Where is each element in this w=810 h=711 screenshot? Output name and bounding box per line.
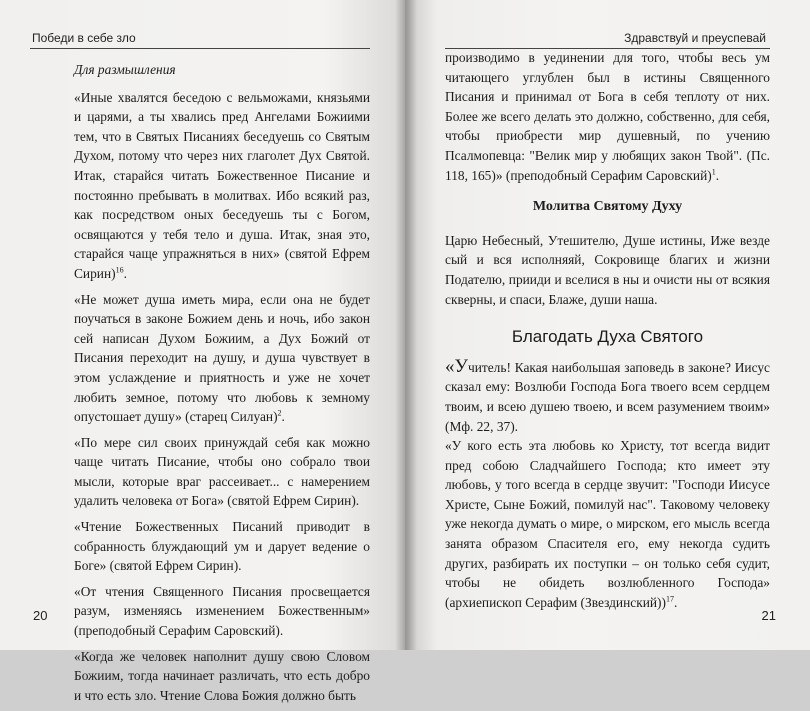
paragraph bbox=[74, 647, 370, 706]
paragraph bbox=[74, 517, 370, 576]
prayer-text: Царю Небесный, Утешителю, Душе истины, Иже везде сый и вся исполняяй, Сокровище благих и жизни Подателю, прииди и вселися в ны и очисти ны от всякия скверны, и спаси, Блаже, души наша. bbox=[445, 232, 770, 307]
footnote-ref: 16 bbox=[115, 265, 124, 275]
running-head-right: Здравствуй и преуспевай bbox=[624, 31, 766, 45]
section-title: Благодать Духа Святого bbox=[511, 327, 704, 347]
prayer-title: Молитва Святому Духу bbox=[532, 199, 683, 215]
paragraph-text: «От чтения Священного Писания просвещается разум, изменяясь изменением Божественным» (преподобный Серафим Саровский). bbox=[74, 583, 370, 639]
paragraph: «У кого есть эта любовь ко Христу, тот всегда видит пред собою Сладчайшего Господа; кто имеет эту любовь, у того всегда в сердце звучит: "Господи Иисусе Христе, Сыне Божий, помилуй нас". Таковому человеку уже некогда думать о мире, о мирском, его мысль всегда занята образом Спасителя его, ему некогда судить других, разбирать их поступки – он только себя судит, чтобы не обидеть возлюбленного Господа» (архиепископ Серафим (Звездинский))$^{17}$. bbox=[445, 438, 770, 610]
right-text-column bbox=[445, 48, 770, 618]
paragraph: «Не может душа иметь мира, если она не будет поучаться в законе Божием день и ночь, ибо закон сей написан Духом Божиим, а Дух Божий от Писания переходит на душу, и душа чувствует в этом услаждение и приятность и уже не хочет любить земное, потому что любовь к земному опустошает душу» (старец Силуан)$^2$. bbox=[74, 291, 370, 425]
continuation-paragraph: производимо в уединении для того, чтобы весь ум читающего углублен был в истины Священного Писания и принимал от Бога в себя теплоту от них. Более же всего делать это должно, собственно, для себя, чтобы приобрести мир душевный, по учению Псалмопевца: "Велик мир у любящих закон Твой". (Пс. 118, 165)» (преподобный Серафим Саровский)$^1$. bbox=[445, 50, 770, 183]
paragraph-text: «У кого есть эта любовь ко Христу, тот всегда видит пред собою Сладчайшего Господа; кто имеет эту любовь, у того всегда в сердце звучит: "Господи Иисусе Христе, Сыне Божий, помилуй нас". Таковому человеку уже некогда думать о мире, о мирском, его мысль всегда занята образом Спасителя его, ему некогда судить других, разбирать их поступки – он только себя судит, чтобы не обидеть возлюбленного Господа» (архиепископ Серафим (Звездинский)) bbox=[445, 438, 770, 610]
quote-text: читель! Какая наибольшая заповедь в законе? Иисус сказал ему: Возлюби Господа Бога твоего всем сердцем твоим, и всею душею твоею, и всем разумением твоим» (Мф. 22, 37). bbox=[445, 359, 770, 434]
footnote-ref: 17 bbox=[665, 594, 674, 604]
page-number-right: 21 bbox=[761, 608, 776, 623]
paragraph-text: «Не может душа иметь мира, если она не будет поучаться в законе Божием день и ночь, ибо закон сей написан Духом Божиим, а Дух Божий от Писания переходит на душу, и душа чувствует в этом услаждение и приятность и уже не хочет любить земное, потому что любовь к земному опустошает душу» (старец Силуан) bbox=[74, 291, 370, 425]
subheading: Для размышления bbox=[74, 62, 176, 77]
paragraph-text: «По мере сил своих принуждай себя как можно чаще читать Писание, чтобы оно собрало твои мысли, которые враг рассеивает... с намерением удалить человека от Бога» (святой Ефрем Сирин). bbox=[74, 434, 370, 509]
book-gutter-shadow bbox=[395, 0, 417, 650]
drop-cap: «У bbox=[445, 355, 468, 377]
paragraph-text: «Иные хвалятся беседою с вельможами, князьями и царями, а ты хвались пред Ангелами Божиими тем, что в Святых Писаниях беседуешь со Святым Духом, потому что через них глаголет Дух Святой. Итак, старайся читать Божественное Писание и постоянно пребывать в молитвах. Ибо всякий раз, как посредством оных беседуешь ты с Богом, освящаются у тебя тело и душа. Итак, зная это, старайся чаще упражняться в них» (святой Ефрем Сирин) bbox=[74, 89, 370, 281]
paragraph: «Иные хвалятся беседою с вельможами, князьями и царями, а ты хвались пред Ангелами Божиими тем, что в Святых Писаниях беседуешь со Святым Духом, потому что через них глаголет Дух Святой. Итак, старайся читать Божественное Писание и постоянно пребывать в молитвах. Ибо всякий раз, как посредством оных беседуешь ты с Богом, освящаются у тебя тело и душа. Итак, зная это, старайся чаще упражняться в них» (святой Ефрем Сирин)$^{16}$. bbox=[74, 89, 370, 281]
right-page bbox=[405, 0, 810, 650]
footnote-ref: 2 bbox=[277, 408, 282, 418]
paragraph bbox=[74, 433, 370, 511]
header-rule-left bbox=[30, 48, 370, 49]
left-page bbox=[0, 0, 405, 703]
paragraph-text: «Чтение Божественных Писаний приводит в собранность блуждающий ум и дарует ведение о Боге» (святой Ефрем Сирин). bbox=[74, 519, 370, 574]
left-text-column bbox=[74, 60, 370, 711]
page-number-left: 20 bbox=[33, 608, 48, 623]
paragraph-text: производимо в уединении для того, чтобы весь ум читающего углублен был в истины Священного Писания и принимал от Бога в себя теплоту от них. Более же всего делать это должно, собственно, для себя, чтобы приобрести мир душевный, по учению Псалмопевца: "Велик мир у любящих закон Твой". (Пс. 118, 165)» (преподобный Серафим Саровский) bbox=[445, 50, 770, 183]
paragraph-text: «Когда же человек наполнит душу свою Словом Божиим, тогда начинает различать, что есть добро и что есть зло. Чтение Слова Божия должно быть bbox=[74, 648, 370, 703]
running-head-left: Победи в себе зло bbox=[32, 31, 136, 45]
paragraph bbox=[74, 582, 370, 641]
footnote-ref: 1 bbox=[711, 167, 716, 177]
quote-paragraph bbox=[445, 357, 770, 436]
